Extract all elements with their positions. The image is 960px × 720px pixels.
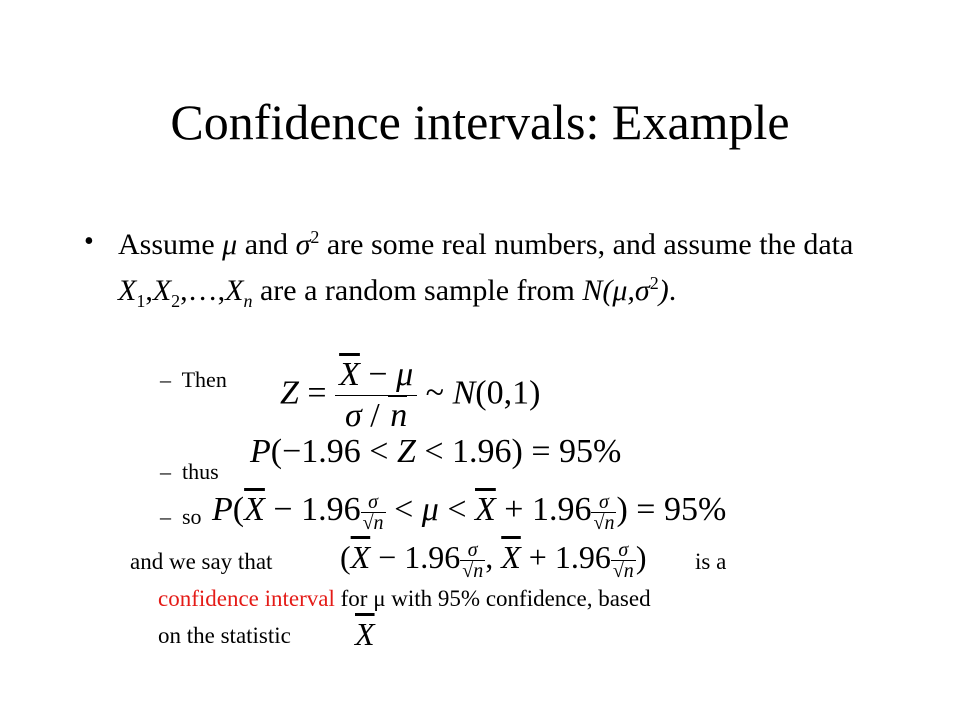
conclusion-line2: confidence interval for μ with 95% confidence, based [158,586,651,611]
equation-prob-mu: $P(\overline{X} - 1.96$ $\frac{\sigma}{√n}$ < $\mu < \overline{X} + 1.96$ $\frac{\sigma}{√n}$ ) = 95% [212,490,727,534]
conclusion-line1: and we say that [130,549,273,574]
slide-title: Confidence intervals: Example [170,94,790,150]
equation-prob-z: P(−1.96 < Z < 1.96) = 95% [250,433,622,470]
equation-interval: ($\overline{X} - 1.96$ $\frac{\sigma}{√n}$ , $\overline{X} + 1.96$ $\frac{\sigma}{√n}$ ) [340,539,647,583]
confidence-interval-term: confidence interval [158,586,335,611]
dash: – [160,504,171,529]
sub-item-then: – Then [160,367,227,392]
conclusion-is-a: is a [695,549,727,574]
dash: – [160,459,171,484]
bullet-dot: • [84,226,94,257]
bullet-paragraph: Assume μ and $\sigma^2$ are some real numbers, and assume the data $X_1,X_2,\dots,X_n$ are a random sample from $N(\mu,\sigma^2)$. [118,227,854,311]
statistic-xbar: $\overline{X}$ [355,616,375,652]
sub-item-thus: – thus [160,459,219,484]
sub-item-so: – so [160,504,202,529]
conclusion-line3: on the statistic [158,623,291,648]
equation-z: Z = $\frac{\overline{X} - \mu}{\sigma / n}$ ~ N(0,1) [280,356,541,434]
dash: – [160,367,171,392]
